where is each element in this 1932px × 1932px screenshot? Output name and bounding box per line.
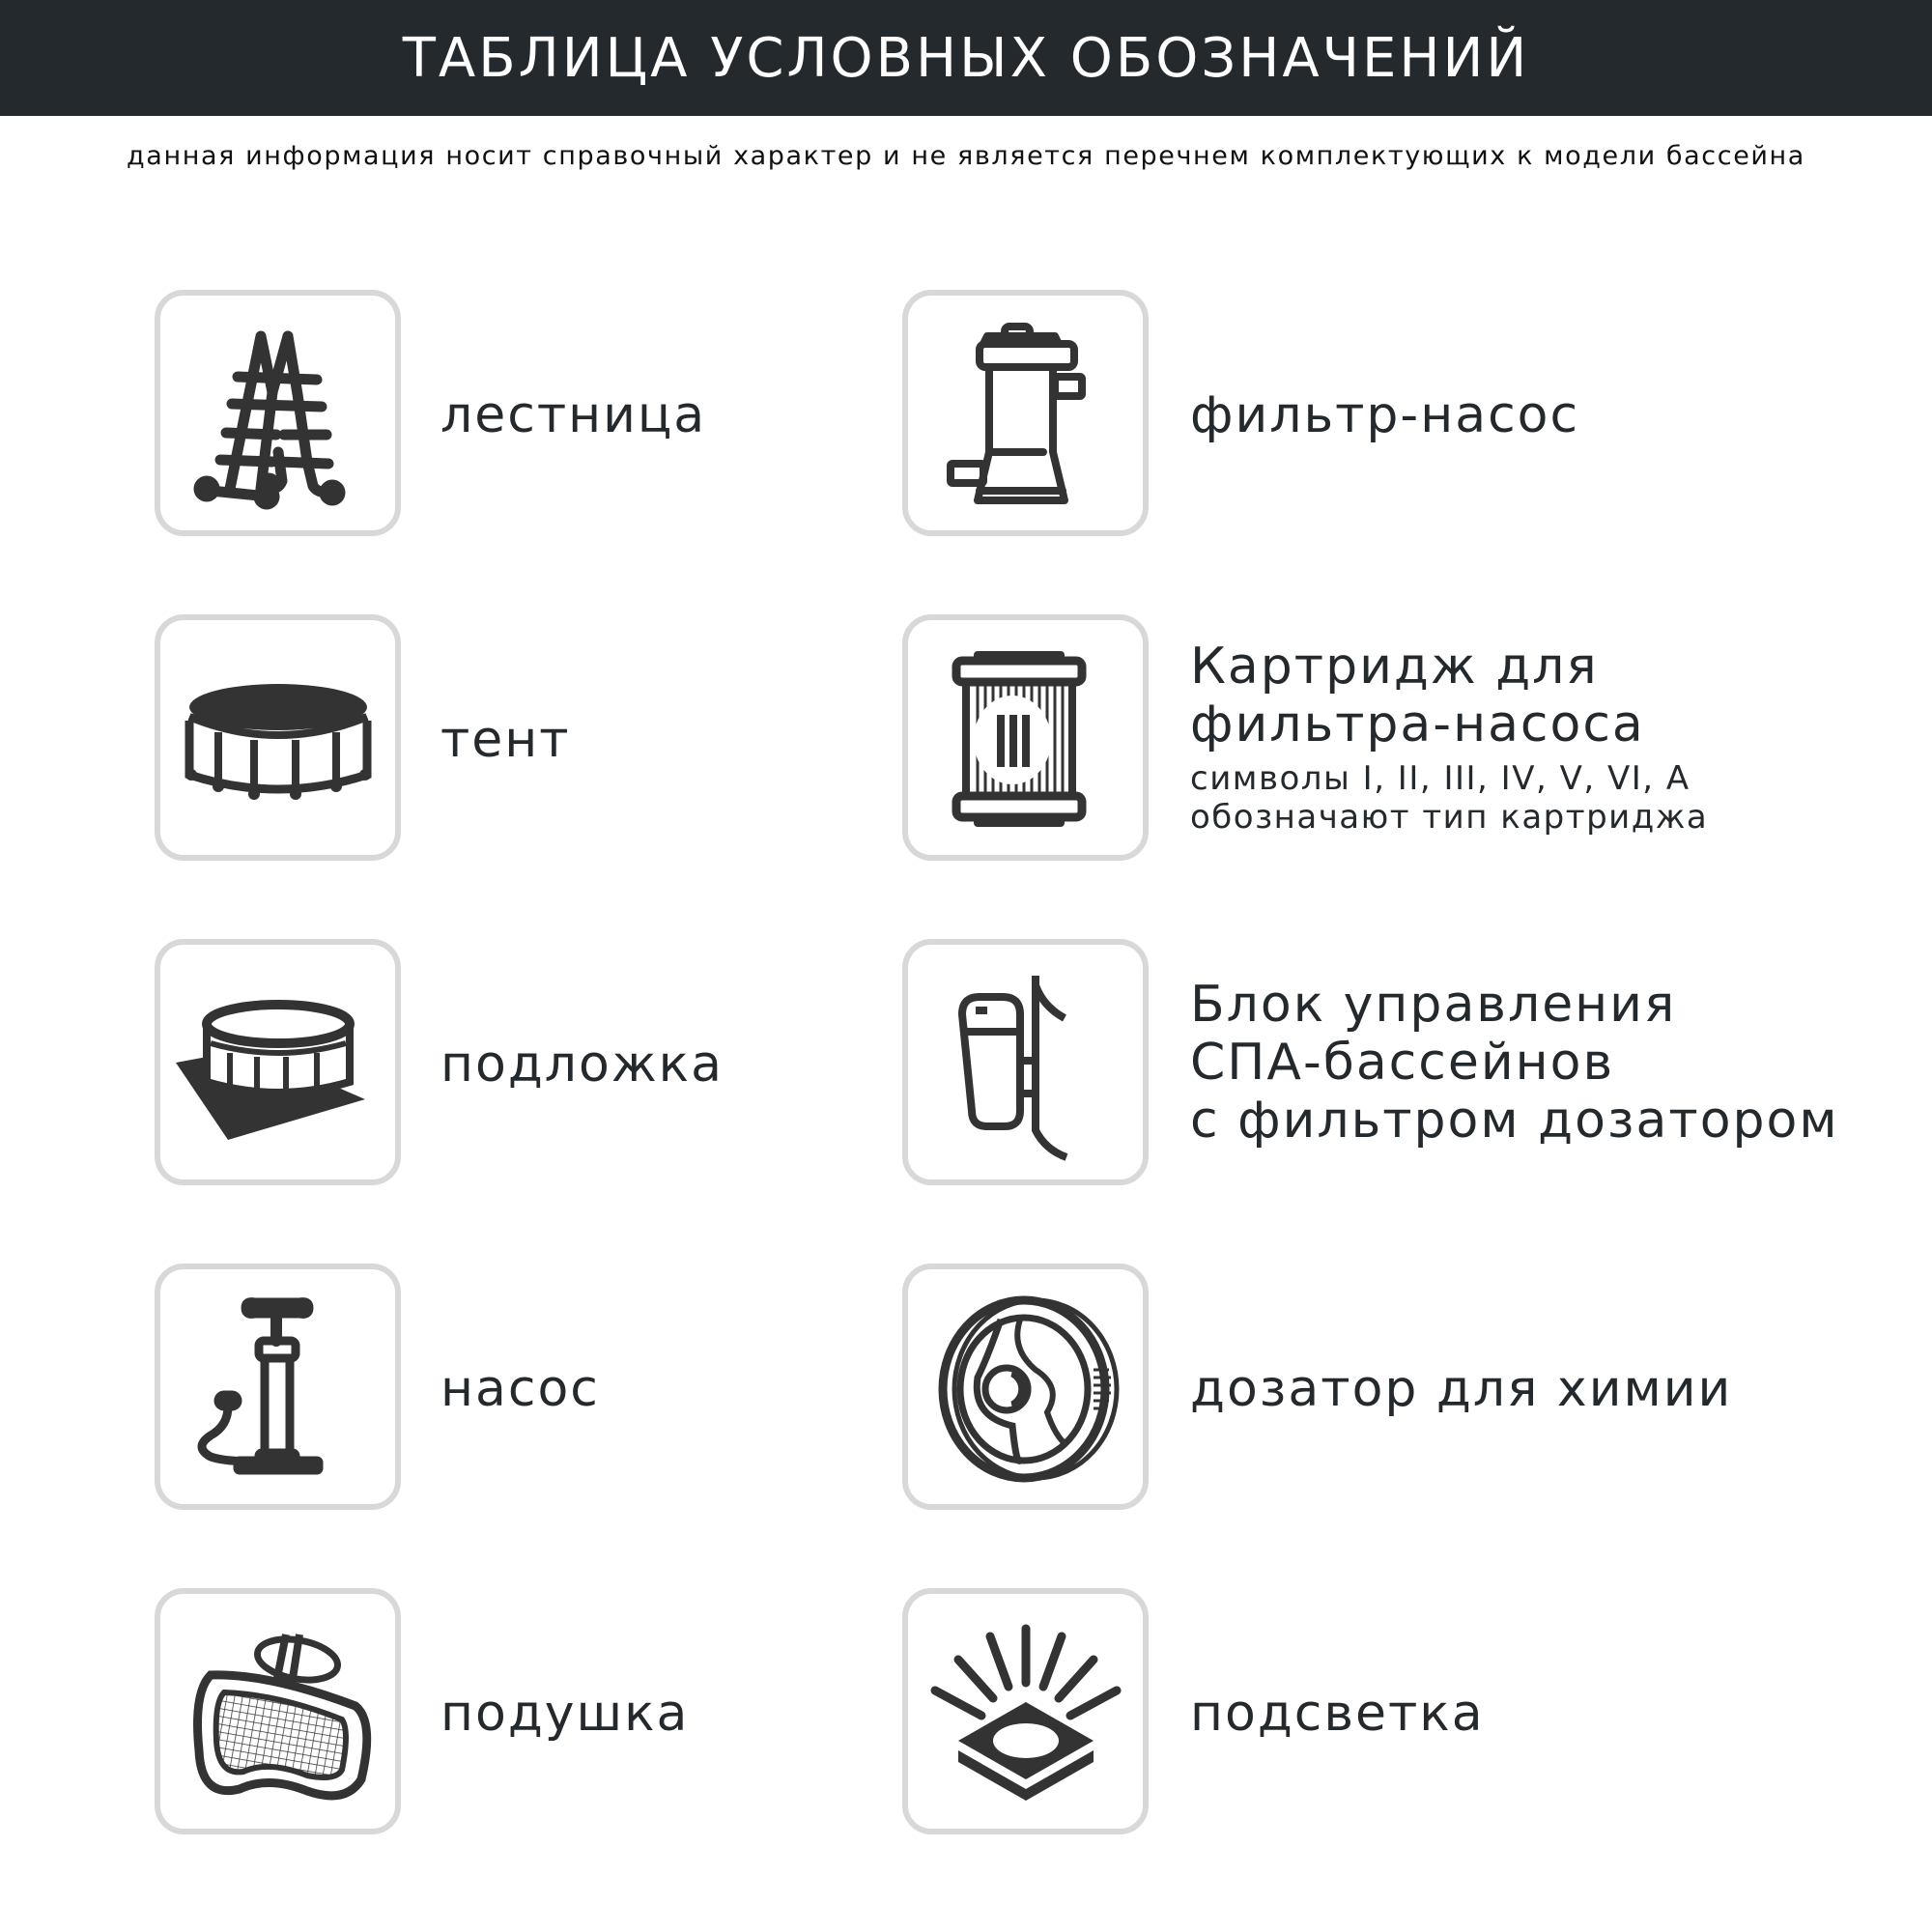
icon-card bbox=[902, 1264, 1149, 1510]
item-label: подложка bbox=[440, 1036, 724, 1094]
label-line: фильтра-насоса bbox=[1190, 696, 1645, 753]
icon-card bbox=[155, 290, 401, 536]
item-label: подушка bbox=[440, 1685, 690, 1743]
label-line: Блок управления bbox=[1190, 976, 1677, 1034]
icon-card bbox=[155, 614, 401, 861]
item-label: лестница bbox=[440, 386, 707, 444]
header-bar bbox=[0, 0, 1932, 116]
icon-card bbox=[155, 1264, 401, 1510]
hand-pump-icon bbox=[172, 1281, 384, 1493]
item-label: фильтр-насос bbox=[1190, 386, 1580, 444]
label-line: с фильтром дозатором bbox=[1190, 1092, 1839, 1150]
icon-card bbox=[902, 290, 1149, 536]
light-icon bbox=[920, 1605, 1132, 1818]
page-title: ТАБЛИЦА УСЛОВНЫХ ОБОЗНАЧЕНИЙ bbox=[402, 26, 1530, 90]
label-line: Картридж для bbox=[1190, 638, 1599, 696]
icon-card bbox=[902, 1588, 1149, 1834]
cartridge-note-line: символы I, II, III, IV, V, VI, A bbox=[1190, 759, 1690, 798]
item-label: насос bbox=[440, 1360, 600, 1418]
ladder-icon bbox=[172, 307, 384, 520]
item-label: дозатор для химии bbox=[1190, 1360, 1733, 1418]
icon-card bbox=[902, 939, 1149, 1185]
icon-card bbox=[155, 1588, 401, 1834]
pillow-icon bbox=[172, 1605, 384, 1818]
pool-cover-icon bbox=[172, 632, 384, 844]
spa-control-unit-icon bbox=[920, 956, 1132, 1169]
filter-pump-icon bbox=[920, 307, 1132, 520]
item-label-multiline bbox=[1190, 638, 1708, 837]
chemical-dispenser-icon bbox=[920, 1281, 1132, 1493]
cartridge-icon bbox=[920, 632, 1132, 844]
item-label-multiline bbox=[1190, 976, 1839, 1150]
cartridge-note-line: обозначают тип картриджа bbox=[1190, 798, 1709, 837]
label-line: СПА-бассейнов bbox=[1190, 1034, 1615, 1092]
ground-cloth-icon bbox=[172, 956, 384, 1169]
item-label: подсветка bbox=[1190, 1685, 1485, 1743]
disclaimer-text: данная информация носит справочный характер и не является перечнем комплектующих к модели бассейна bbox=[127, 141, 1805, 171]
icon-card bbox=[155, 939, 401, 1185]
item-label: тент bbox=[440, 711, 571, 769]
icon-card bbox=[902, 614, 1149, 861]
